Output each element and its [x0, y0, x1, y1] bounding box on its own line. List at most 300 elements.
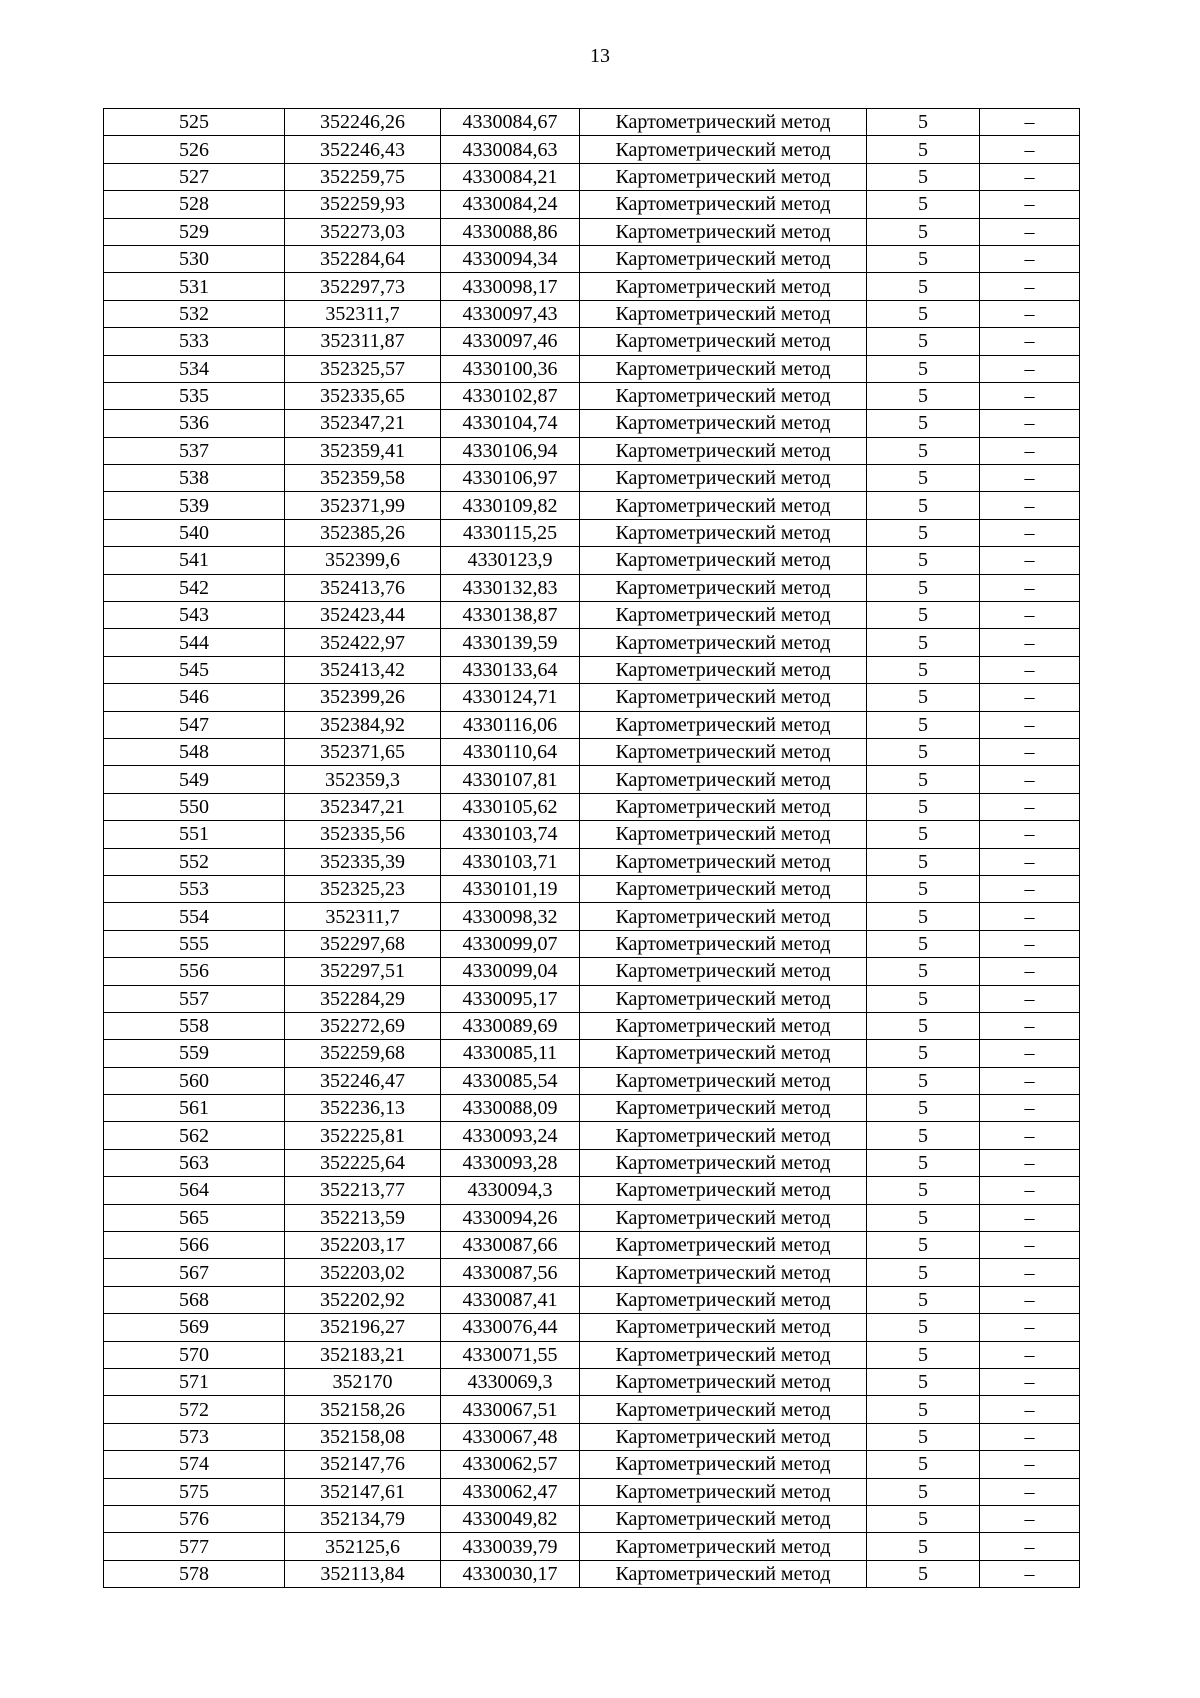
note-cell: – — [980, 1122, 1080, 1149]
note-cell: – — [980, 602, 1080, 629]
accuracy-cell: 5 — [867, 191, 980, 218]
method-cell: Картометрический метод — [580, 218, 867, 245]
x-coordinate-cell: 352246,26 — [285, 109, 441, 136]
method-cell: Картометрический метод — [580, 574, 867, 601]
note-cell: – — [980, 273, 1080, 300]
method-cell: Картометрический метод — [580, 547, 867, 574]
point-number-cell: 542 — [104, 574, 285, 601]
note-cell: – — [980, 1423, 1080, 1450]
accuracy-cell: 5 — [867, 766, 980, 793]
y-coordinate-cell: 4330139,59 — [441, 629, 580, 656]
accuracy-cell: 5 — [867, 382, 980, 409]
method-cell: Картометрический метод — [580, 519, 867, 546]
point-number-cell: 528 — [104, 191, 285, 218]
point-number-cell: 539 — [104, 492, 285, 519]
point-number-cell: 540 — [104, 519, 285, 546]
y-coordinate-cell: 4330100,36 — [441, 355, 580, 382]
y-coordinate-cell: 4330030,17 — [441, 1560, 580, 1587]
method-cell: Картометрический метод — [580, 1012, 867, 1039]
table-row — [104, 1232, 1080, 1259]
x-coordinate-cell: 352399,6 — [285, 547, 441, 574]
table-row — [104, 1451, 1080, 1478]
note-cell: – — [980, 903, 1080, 930]
table-row — [104, 191, 1080, 218]
method-cell: Картометрический метод — [580, 684, 867, 711]
method-cell: Картометрический метод — [580, 1204, 867, 1231]
note-cell: – — [980, 328, 1080, 355]
x-coordinate-cell: 352113,84 — [285, 1560, 441, 1587]
note-cell: – — [980, 547, 1080, 574]
note-cell: – — [980, 1286, 1080, 1313]
y-coordinate-cell: 4330094,26 — [441, 1204, 580, 1231]
note-cell: – — [980, 1232, 1080, 1259]
note-cell: – — [980, 245, 1080, 272]
method-cell: Картометрический метод — [580, 355, 867, 382]
y-coordinate-cell: 4330123,9 — [441, 547, 580, 574]
accuracy-cell: 5 — [867, 465, 980, 492]
x-coordinate-cell: 352203,17 — [285, 1232, 441, 1259]
y-coordinate-cell: 4330106,97 — [441, 465, 580, 492]
x-coordinate-cell: 352335,39 — [285, 848, 441, 875]
table-row — [104, 355, 1080, 382]
y-coordinate-cell: 4330132,83 — [441, 574, 580, 601]
note-cell: – — [980, 1149, 1080, 1176]
x-coordinate-cell: 352259,68 — [285, 1040, 441, 1067]
x-coordinate-cell: 352371,65 — [285, 738, 441, 765]
table-row — [104, 163, 1080, 190]
table-row — [104, 821, 1080, 848]
note-cell: – — [980, 985, 1080, 1012]
point-number-cell: 533 — [104, 328, 285, 355]
y-coordinate-cell: 4330095,17 — [441, 985, 580, 1012]
accuracy-cell: 5 — [867, 1122, 980, 1149]
table-row — [104, 1012, 1080, 1039]
note-cell: – — [980, 958, 1080, 985]
method-cell: Картометрический метод — [580, 273, 867, 300]
accuracy-cell: 5 — [867, 1012, 980, 1039]
x-coordinate-cell: 352347,21 — [285, 793, 441, 820]
method-cell: Картометрический метод — [580, 1259, 867, 1286]
x-coordinate-cell: 352311,7 — [285, 300, 441, 327]
method-cell: Картометрический метод — [580, 245, 867, 272]
point-number-cell: 555 — [104, 930, 285, 957]
method-cell: Картометрический метод — [580, 1067, 867, 1094]
table-row — [104, 958, 1080, 985]
point-number-cell: 538 — [104, 465, 285, 492]
method-cell: Картометрический метод — [580, 382, 867, 409]
accuracy-cell: 5 — [867, 903, 980, 930]
accuracy-cell: 5 — [867, 355, 980, 382]
x-coordinate-cell: 352413,42 — [285, 656, 441, 683]
x-coordinate-cell: 352385,26 — [285, 519, 441, 546]
note-cell: – — [980, 382, 1080, 409]
point-number-cell: 576 — [104, 1505, 285, 1532]
y-coordinate-cell: 4330084,63 — [441, 136, 580, 163]
accuracy-cell: 5 — [867, 1451, 980, 1478]
table-row — [104, 136, 1080, 163]
point-number-cell: 558 — [104, 1012, 285, 1039]
note-cell: – — [980, 1533, 1080, 1560]
accuracy-cell: 5 — [867, 328, 980, 355]
y-coordinate-cell: 4330103,74 — [441, 821, 580, 848]
table-row — [104, 1095, 1080, 1122]
y-coordinate-cell: 4330039,79 — [441, 1533, 580, 1560]
method-cell: Картометрический метод — [580, 1232, 867, 1259]
table-row — [104, 300, 1080, 327]
x-coordinate-cell: 352422,97 — [285, 629, 441, 656]
x-coordinate-cell: 352272,69 — [285, 1012, 441, 1039]
method-cell: Картометрический метод — [580, 1396, 867, 1423]
point-number-cell: 535 — [104, 382, 285, 409]
table-row — [104, 1341, 1080, 1368]
accuracy-cell: 5 — [867, 1204, 980, 1231]
x-coordinate-cell: 352384,92 — [285, 711, 441, 738]
x-coordinate-cell: 352284,29 — [285, 985, 441, 1012]
x-coordinate-cell: 352297,68 — [285, 930, 441, 957]
accuracy-cell: 5 — [867, 547, 980, 574]
y-coordinate-cell: 4330105,62 — [441, 793, 580, 820]
x-coordinate-cell: 352311,7 — [285, 903, 441, 930]
y-coordinate-cell: 4330107,81 — [441, 766, 580, 793]
point-number-cell: 532 — [104, 300, 285, 327]
table-row — [104, 1478, 1080, 1505]
note-cell: – — [980, 191, 1080, 218]
accuracy-cell: 5 — [867, 629, 980, 656]
accuracy-cell: 5 — [867, 1368, 980, 1395]
accuracy-cell: 5 — [867, 1177, 980, 1204]
point-number-cell: 559 — [104, 1040, 285, 1067]
coordinates-table — [103, 108, 1080, 1588]
point-number-cell: 571 — [104, 1368, 285, 1395]
note-cell: – — [980, 875, 1080, 902]
point-number-cell: 527 — [104, 163, 285, 190]
note-cell: – — [980, 519, 1080, 546]
method-cell: Картометрический метод — [580, 766, 867, 793]
y-coordinate-cell: 4330084,67 — [441, 109, 580, 136]
coordinates-table-body — [104, 109, 1080, 1588]
note-cell: – — [980, 355, 1080, 382]
point-number-cell: 577 — [104, 1533, 285, 1560]
x-coordinate-cell: 352311,87 — [285, 328, 441, 355]
accuracy-cell: 5 — [867, 410, 980, 437]
note-cell: – — [980, 1368, 1080, 1395]
y-coordinate-cell: 4330071,55 — [441, 1341, 580, 1368]
y-coordinate-cell: 4330084,21 — [441, 163, 580, 190]
method-cell: Картометрический метод — [580, 410, 867, 437]
point-number-cell: 549 — [104, 766, 285, 793]
x-coordinate-cell: 352325,23 — [285, 875, 441, 902]
note-cell: – — [980, 1451, 1080, 1478]
x-coordinate-cell: 352259,75 — [285, 163, 441, 190]
table-row — [104, 903, 1080, 930]
point-number-cell: 537 — [104, 437, 285, 464]
table-row — [104, 985, 1080, 1012]
method-cell: Картометрический метод — [580, 163, 867, 190]
table-row — [104, 738, 1080, 765]
method-cell: Картометрический метод — [580, 1478, 867, 1505]
point-number-cell: 566 — [104, 1232, 285, 1259]
method-cell: Картометрический метод — [580, 1095, 867, 1122]
x-coordinate-cell: 352183,21 — [285, 1341, 441, 1368]
note-cell: – — [980, 437, 1080, 464]
accuracy-cell: 5 — [867, 1478, 980, 1505]
y-coordinate-cell: 4330088,09 — [441, 1095, 580, 1122]
point-number-cell: 573 — [104, 1423, 285, 1450]
y-coordinate-cell: 4330093,24 — [441, 1122, 580, 1149]
table-row — [104, 1314, 1080, 1341]
table-row — [104, 1505, 1080, 1532]
x-coordinate-cell: 352359,41 — [285, 437, 441, 464]
accuracy-cell: 5 — [867, 163, 980, 190]
point-number-cell: 564 — [104, 1177, 285, 1204]
method-cell: Картометрический метод — [580, 1505, 867, 1532]
method-cell: Картометрический метод — [580, 903, 867, 930]
point-number-cell: 553 — [104, 875, 285, 902]
point-number-cell: 563 — [104, 1149, 285, 1176]
table-row — [104, 382, 1080, 409]
note-cell: – — [980, 793, 1080, 820]
note-cell: – — [980, 109, 1080, 136]
note-cell: – — [980, 1396, 1080, 1423]
method-cell: Картометрический метод — [580, 1451, 867, 1478]
accuracy-cell: 5 — [867, 656, 980, 683]
accuracy-cell: 5 — [867, 875, 980, 902]
x-coordinate-cell: 352413,76 — [285, 574, 441, 601]
method-cell: Картометрический метод — [580, 1368, 867, 1395]
note-cell: – — [980, 574, 1080, 601]
method-cell: Картометрический метод — [580, 1560, 867, 1587]
table-row — [104, 793, 1080, 820]
x-coordinate-cell: 352213,77 — [285, 1177, 441, 1204]
y-coordinate-cell: 4330087,56 — [441, 1259, 580, 1286]
method-cell: Картометрический метод — [580, 191, 867, 218]
point-number-cell: 575 — [104, 1478, 285, 1505]
accuracy-cell: 5 — [867, 958, 980, 985]
note-cell: – — [980, 766, 1080, 793]
point-number-cell: 526 — [104, 136, 285, 163]
table-row — [104, 684, 1080, 711]
accuracy-cell: 5 — [867, 245, 980, 272]
accuracy-cell: 5 — [867, 1396, 980, 1423]
table-row — [104, 766, 1080, 793]
table-row — [104, 1560, 1080, 1587]
y-coordinate-cell: 4330138,87 — [441, 602, 580, 629]
y-coordinate-cell: 4330089,69 — [441, 1012, 580, 1039]
x-coordinate-cell: 352202,92 — [285, 1286, 441, 1313]
point-number-cell: 543 — [104, 602, 285, 629]
point-number-cell: 529 — [104, 218, 285, 245]
table-row — [104, 656, 1080, 683]
point-number-cell: 534 — [104, 355, 285, 382]
note-cell: – — [980, 1505, 1080, 1532]
point-number-cell: 530 — [104, 245, 285, 272]
y-coordinate-cell: 4330062,47 — [441, 1478, 580, 1505]
table-row — [104, 1533, 1080, 1560]
point-number-cell: 551 — [104, 821, 285, 848]
accuracy-cell: 5 — [867, 109, 980, 136]
note-cell: – — [980, 136, 1080, 163]
table-row — [104, 218, 1080, 245]
method-cell: Картометрический метод — [580, 492, 867, 519]
accuracy-cell: 5 — [867, 1149, 980, 1176]
note-cell: – — [980, 218, 1080, 245]
note-cell: – — [980, 848, 1080, 875]
accuracy-cell: 5 — [867, 1423, 980, 1450]
note-cell: – — [980, 738, 1080, 765]
accuracy-cell: 5 — [867, 492, 980, 519]
table-row — [104, 1259, 1080, 1286]
accuracy-cell: 5 — [867, 574, 980, 601]
method-cell: Картометрический метод — [580, 848, 867, 875]
method-cell: Картометрический метод — [580, 109, 867, 136]
point-number-cell: 547 — [104, 711, 285, 738]
method-cell: Картометрический метод — [580, 985, 867, 1012]
accuracy-cell: 5 — [867, 1505, 980, 1532]
y-coordinate-cell: 4330098,17 — [441, 273, 580, 300]
x-coordinate-cell: 352225,64 — [285, 1149, 441, 1176]
note-cell: – — [980, 1478, 1080, 1505]
point-number-cell: 554 — [104, 903, 285, 930]
table-row — [104, 273, 1080, 300]
x-coordinate-cell: 352423,44 — [285, 602, 441, 629]
note-cell: – — [980, 1095, 1080, 1122]
x-coordinate-cell: 352147,61 — [285, 1478, 441, 1505]
y-coordinate-cell: 4330101,19 — [441, 875, 580, 902]
y-coordinate-cell: 4330076,44 — [441, 1314, 580, 1341]
table-row — [104, 1040, 1080, 1067]
x-coordinate-cell: 352147,76 — [285, 1451, 441, 1478]
method-cell: Картометрический метод — [580, 656, 867, 683]
accuracy-cell: 5 — [867, 1040, 980, 1067]
accuracy-cell: 5 — [867, 1314, 980, 1341]
note-cell: – — [980, 930, 1080, 957]
accuracy-cell: 5 — [867, 218, 980, 245]
point-number-cell: 556 — [104, 958, 285, 985]
x-coordinate-cell: 352399,26 — [285, 684, 441, 711]
y-coordinate-cell: 4330133,64 — [441, 656, 580, 683]
note-cell: – — [980, 163, 1080, 190]
table-row — [104, 1122, 1080, 1149]
y-coordinate-cell: 4330049,82 — [441, 1505, 580, 1532]
accuracy-cell: 5 — [867, 1286, 980, 1313]
point-number-cell: 541 — [104, 547, 285, 574]
accuracy-cell: 5 — [867, 1232, 980, 1259]
y-coordinate-cell: 4330067,48 — [441, 1423, 580, 1450]
note-cell: – — [980, 1560, 1080, 1587]
x-coordinate-cell: 352246,47 — [285, 1067, 441, 1094]
note-cell: – — [980, 1177, 1080, 1204]
x-coordinate-cell: 352359,3 — [285, 766, 441, 793]
note-cell: – — [980, 656, 1080, 683]
x-coordinate-cell: 352236,13 — [285, 1095, 441, 1122]
table-row — [104, 547, 1080, 574]
method-cell: Картометрический метод — [580, 711, 867, 738]
method-cell: Картометрический метод — [580, 1177, 867, 1204]
y-coordinate-cell: 4330109,82 — [441, 492, 580, 519]
point-number-cell: 557 — [104, 985, 285, 1012]
note-cell: – — [980, 684, 1080, 711]
table-row — [104, 1396, 1080, 1423]
method-cell: Картометрический метод — [580, 629, 867, 656]
x-coordinate-cell: 352170 — [285, 1368, 441, 1395]
note-cell: – — [980, 492, 1080, 519]
table-row — [104, 1149, 1080, 1176]
point-number-cell: 544 — [104, 629, 285, 656]
x-coordinate-cell: 352125,6 — [285, 1533, 441, 1560]
y-coordinate-cell: 4330088,86 — [441, 218, 580, 245]
y-coordinate-cell: 4330110,64 — [441, 738, 580, 765]
table-row — [104, 930, 1080, 957]
point-number-cell: 570 — [104, 1341, 285, 1368]
accuracy-cell: 5 — [867, 273, 980, 300]
table-row — [104, 465, 1080, 492]
note-cell: – — [980, 465, 1080, 492]
point-number-cell: 546 — [104, 684, 285, 711]
x-coordinate-cell: 352273,03 — [285, 218, 441, 245]
table-row — [104, 410, 1080, 437]
y-coordinate-cell: 4330116,06 — [441, 711, 580, 738]
y-coordinate-cell: 4330104,74 — [441, 410, 580, 437]
x-coordinate-cell: 352203,02 — [285, 1259, 441, 1286]
x-coordinate-cell: 352359,58 — [285, 465, 441, 492]
accuracy-cell: 5 — [867, 1560, 980, 1587]
point-number-cell: 525 — [104, 109, 285, 136]
point-number-cell: 560 — [104, 1067, 285, 1094]
y-coordinate-cell: 4330099,04 — [441, 958, 580, 985]
table-row — [104, 109, 1080, 136]
accuracy-cell: 5 — [867, 519, 980, 546]
table-row — [104, 1177, 1080, 1204]
table-row — [104, 711, 1080, 738]
y-coordinate-cell: 4330103,71 — [441, 848, 580, 875]
method-cell: Картометрический метод — [580, 793, 867, 820]
method-cell: Картометрический метод — [580, 1040, 867, 1067]
point-number-cell: 568 — [104, 1286, 285, 1313]
x-coordinate-cell: 352297,51 — [285, 958, 441, 985]
table-row — [104, 245, 1080, 272]
note-cell: – — [980, 1341, 1080, 1368]
table-row — [104, 1286, 1080, 1313]
note-cell: – — [980, 711, 1080, 738]
y-coordinate-cell: 4330106,94 — [441, 437, 580, 464]
method-cell: Картометрический метод — [580, 738, 867, 765]
method-cell: Картометрический метод — [580, 930, 867, 957]
table-row — [104, 1204, 1080, 1231]
y-coordinate-cell: 4330085,11 — [441, 1040, 580, 1067]
x-coordinate-cell: 352325,57 — [285, 355, 441, 382]
y-coordinate-cell: 4330102,87 — [441, 382, 580, 409]
method-cell: Картометрический метод — [580, 1286, 867, 1313]
table-row — [104, 1067, 1080, 1094]
x-coordinate-cell: 352225,81 — [285, 1122, 441, 1149]
accuracy-cell: 5 — [867, 848, 980, 875]
table-row — [104, 328, 1080, 355]
method-cell: Картометрический метод — [580, 437, 867, 464]
point-number-cell: 574 — [104, 1451, 285, 1478]
accuracy-cell: 5 — [867, 136, 980, 163]
point-number-cell: 548 — [104, 738, 285, 765]
x-coordinate-cell: 352134,79 — [285, 1505, 441, 1532]
table-row — [104, 602, 1080, 629]
point-number-cell: 572 — [104, 1396, 285, 1423]
y-coordinate-cell: 4330099,07 — [441, 930, 580, 957]
y-coordinate-cell: 4330094,34 — [441, 245, 580, 272]
x-coordinate-cell: 352335,56 — [285, 821, 441, 848]
accuracy-cell: 5 — [867, 711, 980, 738]
method-cell: Картометрический метод — [580, 1423, 867, 1450]
x-coordinate-cell: 352284,64 — [285, 245, 441, 272]
accuracy-cell: 5 — [867, 1533, 980, 1560]
